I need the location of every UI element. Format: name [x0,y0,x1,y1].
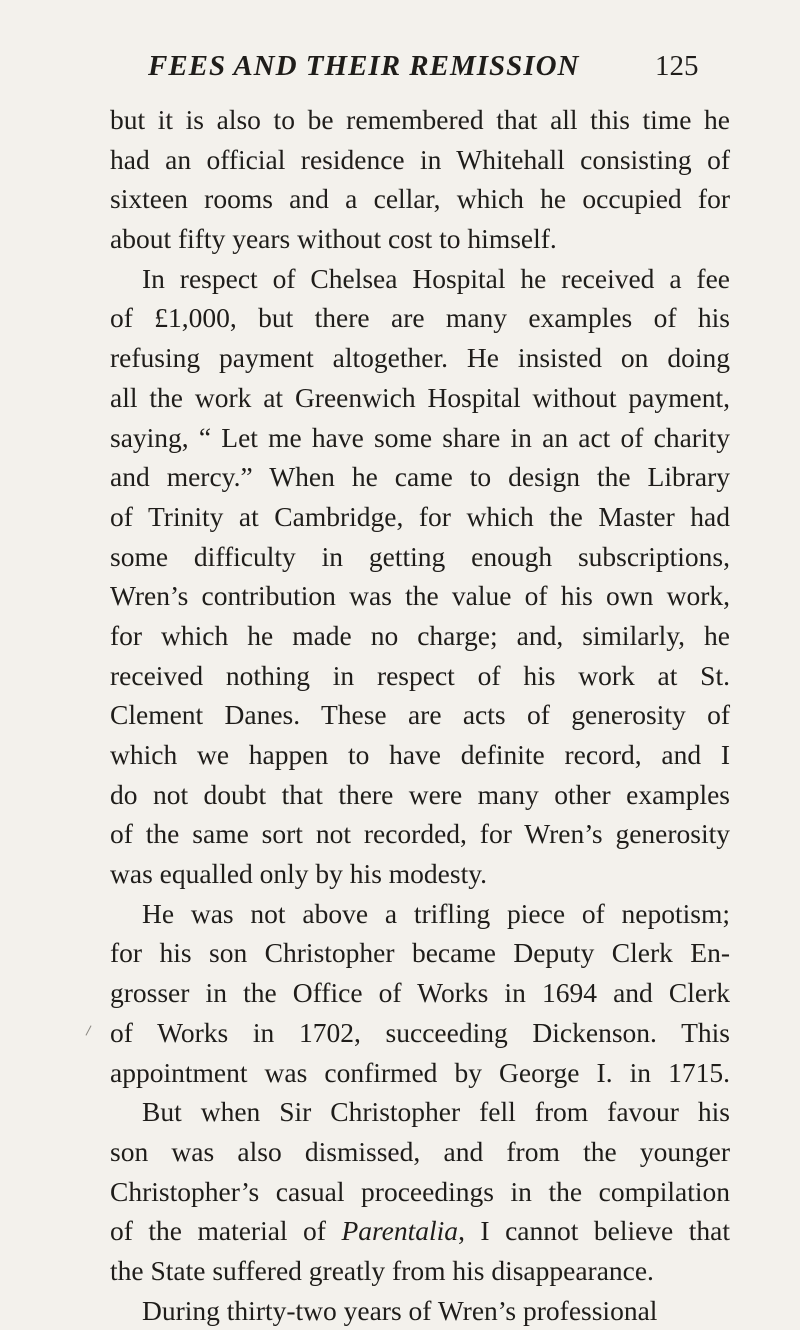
text-line: refusing payment altogether. He insisted on doing [110,342,730,374]
text-line: Christopher’s casual proceedings in the compilation [110,1175,730,1207]
text-line: some difficulty in getting enough subscriptions, [110,540,730,572]
text-line: and mercy.” When he came to design the Library [110,461,730,493]
margin-mark [85,1025,91,1035]
text-line: for which he made no charge; and, similarly, he [110,619,730,651]
page-header [0,50,800,94]
text-line: son was also dismissed, and from the younger [110,1135,730,1167]
text-line: saying, “ Let me have some share in an act of charity [110,421,730,453]
text-line: which we happen to have definite record, and I [110,739,730,770]
text-line: but it is also to be remembered that all this time he [110,104,730,135]
text-segment: of the material of [110,1215,342,1247]
text-line: But when Sir Christopher fell from favour his [142,1096,730,1128]
text-line: of £1,000, but there are many examples of his [110,302,730,334]
text-line: sixteen rooms and a cellar, which he occupied for [110,183,730,215]
text-line: had an official residence in Whitehall consisting of [110,143,730,175]
text-line: appointment was confirmed by George I. in 1715. [110,1056,730,1088]
text-line: He was not above a trifling piece of nepotism; [142,897,730,929]
italic-title: Parentalia [341,1215,459,1247]
running-head: FEES AND THEIR REMISSION [148,50,580,82]
page-number: 125 [655,50,699,82]
text-line: the State suffered greatly from his disappearance. [110,1254,654,1286]
text-line: of Works in 1702, succeeding Dickenson. This [110,1016,730,1048]
text-line: about fifty years without cost to himself. [110,223,557,255]
text-line: was equalled only by his modesty. [110,858,488,890]
text-line: Clement Danes. These are acts of generosity of [110,699,730,731]
text-line: grosser in the Office of Works in 1694 and Clerk [110,977,730,1009]
text-line: of Trinity at Cambridge, for which the Master had [110,500,730,532]
text-line-with-italic [110,1211,730,1251]
text-line: of the same sort not recorded, for Wren’s generosity [110,818,730,850]
text-line: Wren’s contribution was the value of his own work, [110,580,730,612]
text-line: for his son Christopher became Deputy Clerk En- [110,937,730,969]
text-line: During thirty-two years of Wren’s professional [142,1294,658,1326]
body-text [110,100,730,1330]
text-line: do not doubt that there were many other examples [110,778,730,810]
text-line: all the work at Greenwich Hospital without payment, [110,381,730,413]
text-line: In respect of Chelsea Hospital he received a fee [142,262,730,294]
text-line: received nothing in respect of his work at St. [110,659,730,691]
text-segment: , I cannot believe that [458,1215,730,1247]
